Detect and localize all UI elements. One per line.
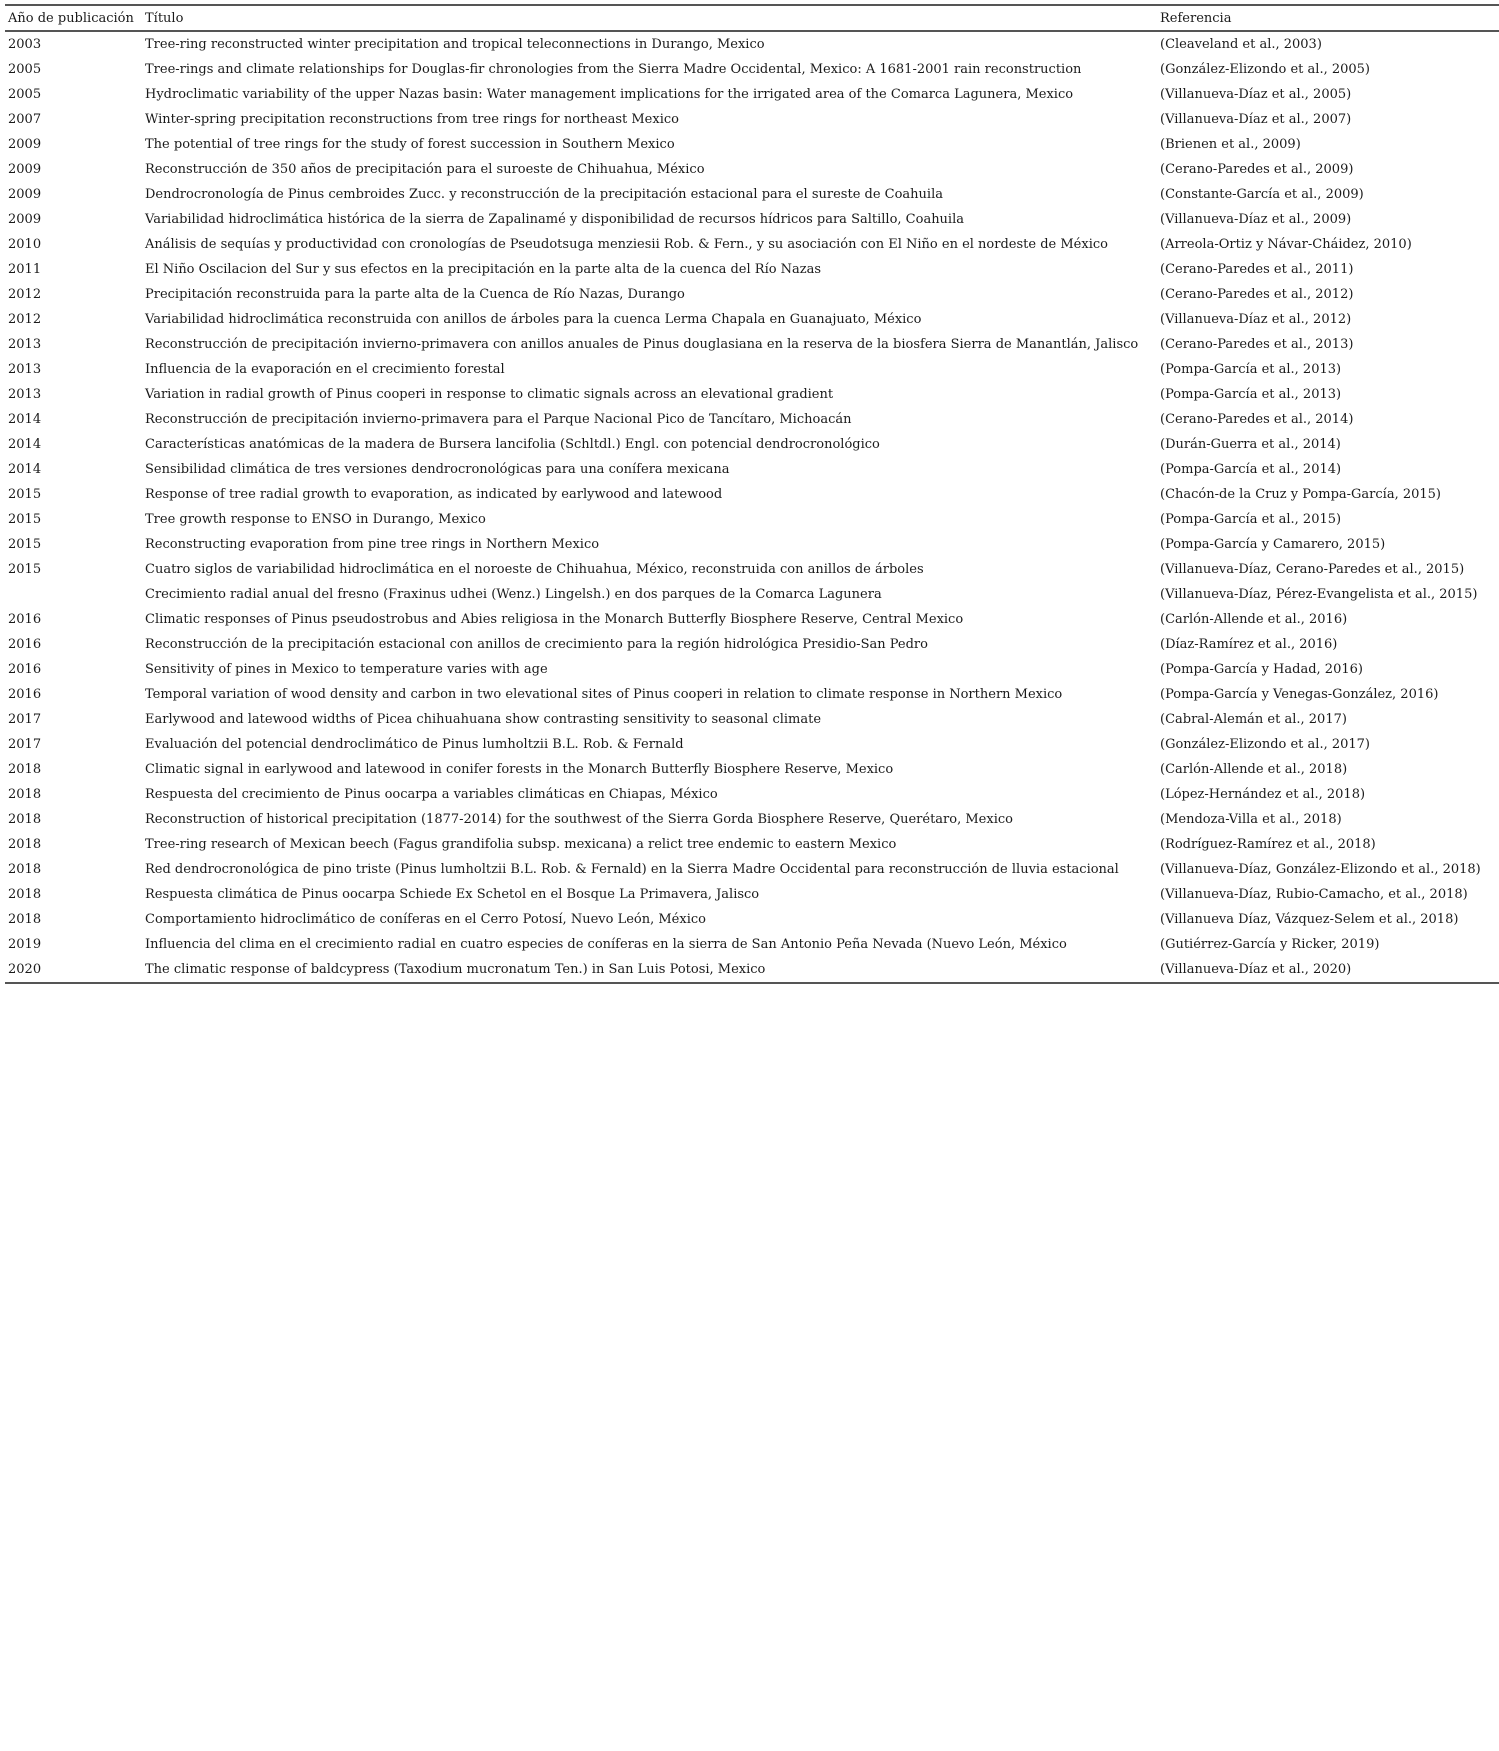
- cell-year: 2015: [8, 487, 42, 502]
- cell-reference: (Villanueva-Díaz et al., 2009): [1160, 212, 1352, 227]
- cell-reference: (Villanueva-Díaz et al., 2020): [1157, 957, 1499, 984]
- table-row: [5, 857, 1499, 882]
- cell-title: Climatic responses of Pinus pseudostrobus and Abies religiosa in the Monarch Butterfly Biosphere Reserve, Central Mexico: [145, 612, 964, 627]
- cell-reference: (Villanueva-Díaz et al., 2007): [1160, 112, 1352, 127]
- table-row: [5, 957, 1499, 984]
- cell-reference: (Gutiérrez-García y Ricker, 2019): [1160, 937, 1380, 952]
- cell-reference: (Pompa-García et al., 2013): [1160, 387, 1342, 402]
- cell-title: Tree-rings and climate relationships for Douglas-fir chronologies from the Sierra Madre Occidental, Mexico: A 1681-2001 rain reconstruction: [145, 62, 1082, 77]
- table-row: [5, 157, 1499, 182]
- cell-year: 2009: [8, 187, 42, 202]
- cell-title: Reconstruction of historical precipitation (1877-2014) for the southwest of the Sierra Gorda Biosphere Reserve, Querétaro, Mexico: [145, 812, 1013, 827]
- cell-reference: (Pompa-García et al., 2013): [1160, 362, 1342, 377]
- table-row: [5, 357, 1499, 382]
- table-row: [5, 807, 1499, 832]
- table-row: [5, 282, 1499, 307]
- cell-year: [5, 582, 142, 607]
- cell-year: 2014: [8, 412, 42, 427]
- cell-reference: (González-Elizondo et al., 2005): [1160, 62, 1370, 77]
- cell-title: El Niño Oscilacion del Sur y sus efectos en la precipitación en la parte alta de la cuenca del Río Nazas: [145, 262, 822, 277]
- cell-title: Reconstrucción de la precipitación estacional con anillos de crecimiento para la región hidrológica Presidio-San Pedro: [145, 637, 928, 652]
- table-row: [5, 882, 1499, 907]
- cell-reference: (Díaz-Ramírez et al., 2016): [1160, 637, 1338, 652]
- header-reference: Referencia: [1157, 4, 1499, 32]
- cell-year: 2009: [8, 212, 42, 227]
- cell-year: 2011: [8, 262, 42, 277]
- cell-year: 2020: [5, 957, 142, 984]
- header-year: Año de publicación: [5, 4, 142, 32]
- cell-year: 2009: [8, 162, 42, 177]
- cell-title: Análisis de sequías y productividad con cronologías de Pseudotsuga menziesii Rob. & Fern., y su asociación con El Niño en el nordeste de México: [145, 237, 1108, 252]
- cell-year: 2015: [8, 537, 42, 552]
- cell-reference: (Villanueva-Díaz, González-Elizondo et al., 2018): [1160, 862, 1481, 877]
- cell-title: Reconstructing evaporation from pine tree rings in Northern Mexico: [145, 537, 600, 552]
- cell-title: Comportamiento hidroclimático de coníferas en el Cerro Potosí, Nuevo León, México: [145, 912, 706, 927]
- cell-title: Influencia del clima en el crecimiento radial en cuatro especies de coníferas en la sierra de San Antonio Peña Nevada (Nuevo León, México: [145, 937, 1067, 952]
- table-header: [5, 4, 1499, 32]
- cell-reference: (Villanueva-Díaz et al., 2012): [1160, 312, 1352, 327]
- cell-title: Respuesta del crecimiento de Pinus oocarpa a variables climáticas en Chiapas, México: [145, 787, 718, 802]
- cell-year: 2013: [8, 387, 42, 402]
- cell-title: Sensitivity of pines in Mexico to temperature varies with age: [145, 662, 548, 677]
- table-row: [5, 507, 1499, 532]
- table-row: [5, 732, 1499, 757]
- header-title: Título: [142, 4, 1157, 32]
- table-row: [5, 32, 1499, 57]
- cell-year: 2018: [8, 887, 42, 902]
- cell-reference: (Villanueva-Díaz, Pérez-Evangelista et al., 2015): [1160, 587, 1478, 602]
- cell-title: Response of tree radial growth to evaporation, as indicated by earlywood and latewood: [145, 487, 723, 502]
- table-row: [5, 682, 1499, 707]
- cell-reference: (Pompa-García et al., 2014): [1160, 462, 1342, 477]
- cell-year: 2013: [8, 337, 42, 352]
- table-row: [5, 107, 1499, 132]
- table-row: [5, 457, 1499, 482]
- cell-year: 2018: [8, 837, 42, 852]
- table-row: [5, 207, 1499, 232]
- cell-title: Respuesta climática de Pinus oocarpa Schiede Ex Schetol en el Bosque La Primavera, Jalisco: [145, 887, 760, 902]
- cell-reference: (Villanueva Díaz, Vázquez-Selem et al., 2018): [1160, 912, 1459, 927]
- table-row: [5, 932, 1499, 957]
- cell-title: Influencia de la evaporación en el crecimiento forestal: [145, 362, 505, 377]
- table-row: [5, 532, 1499, 557]
- cell-title: Sensibilidad climática de tres versiones dendrocronológicas para una conífera mexicana: [145, 462, 730, 477]
- cell-year: 2009: [8, 137, 42, 152]
- cell-reference: (Mendoza-Villa et al., 2018): [1160, 812, 1342, 827]
- table-row: [5, 132, 1499, 157]
- table-row: [5, 432, 1499, 457]
- cell-reference: (Villanueva-Díaz et al., 2005): [1160, 87, 1352, 102]
- cell-reference: (Carlón-Allende et al., 2018): [1160, 762, 1348, 777]
- table-row: [5, 482, 1499, 507]
- cell-title: Evaluación del potencial dendroclimático de Pinus lumholtzii B.L. Rob. & Fernald: [145, 737, 684, 752]
- cell-title: Dendrocronología de Pinus cembroides Zucc. y reconstrucción de la precipitación estacional para el sureste de Coahuila: [145, 187, 943, 202]
- cell-title: Red dendrocronológica de pino triste (Pinus lumholtzii B.L. Rob. & Fernald) en la Sierra Madre Occidental para reconstrucción de lluvia estacional: [145, 862, 1119, 877]
- cell-title: Reconstrucción de 350 años de precipitación para el suroeste de Chihuahua, México: [145, 162, 705, 177]
- cell-title: Temporal variation of wood density and carbon in two elevational sites of Pinus cooperi in relation to climate response in Northern Mexico: [145, 687, 1063, 702]
- cell-reference: (López-Hernández et al., 2018): [1160, 787, 1366, 802]
- table-body: [5, 32, 1499, 984]
- cell-reference: (Arreola-Ortiz y Návar-Cháidez, 2010): [1160, 237, 1412, 252]
- table-row: [5, 757, 1499, 782]
- cell-year: 2003: [8, 37, 42, 52]
- cell-title: Hydroclimatic variability of the upper Nazas basin: Water management implications for the irrigated area of the Comarca Lagunera, Mexico: [145, 87, 1074, 102]
- cell-title: Características anatómicas de la madera de Bursera lancifolia (Schltdl.) Engl. con potencial dendrocronológico: [145, 437, 880, 452]
- cell-year: 2016: [8, 662, 42, 677]
- cell-year: 2019: [8, 937, 42, 952]
- cell-reference: (Cerano-Paredes et al., 2012): [1160, 287, 1354, 302]
- cell-year: 2007: [8, 112, 42, 127]
- table-row: [5, 257, 1499, 282]
- table-row: [5, 782, 1499, 807]
- cell-title: Winter-spring precipitation reconstructions from tree rings for northeast Mexico: [145, 112, 679, 127]
- publications-table: [5, 4, 1499, 984]
- cell-title: Cuatro siglos de variabilidad hidroclimática en el noroeste de Chihuahua, México, reconstruida con anillos de árboles: [145, 562, 924, 577]
- cell-title: Crecimiento radial anual del fresno (Fraxinus udhei (Wenz.) Lingelsh.) en dos parques de la Comarca Lagunera: [145, 587, 882, 602]
- table-row: [5, 557, 1499, 582]
- cell-reference: (Villanueva-Díaz, Cerano-Paredes et al., 2015): [1160, 562, 1465, 577]
- cell-title: Precipitación reconstruida para la parte alta de la Cuenca de Río Nazas, Durango: [145, 287, 685, 302]
- header-row: [5, 4, 1499, 32]
- cell-year: 2005: [8, 62, 42, 77]
- table-row: [5, 707, 1499, 732]
- table-row: [5, 382, 1499, 407]
- cell-title: The climatic response of baldcypress (Taxodium mucronatum Ten.) in San Luis Potosi, Mexico: [142, 957, 1157, 984]
- cell-year: 2018: [8, 787, 42, 802]
- cell-title: Variabilidad hidroclimática histórica de la sierra de Zapalinamé y disponibilidad de recursos hídricos para Saltillo, Coahuila: [145, 212, 964, 227]
- cell-year: 2015: [8, 562, 42, 577]
- table-row: [5, 657, 1499, 682]
- cell-reference: (Carlón-Allende et al., 2016): [1160, 612, 1348, 627]
- cell-year: 2017: [8, 712, 42, 727]
- cell-reference: (Cleaveland et al., 2003): [1160, 37, 1322, 52]
- cell-title: Earlywood and latewood widths of Picea chihuahuana show contrasting sensitivity to seasonal climate: [145, 712, 822, 727]
- cell-year: 2014: [8, 462, 42, 477]
- cell-reference: (Pompa-García y Camarero, 2015): [1160, 537, 1386, 552]
- cell-year: 2018: [8, 912, 42, 927]
- table-row: [5, 907, 1499, 932]
- cell-year: 2018: [8, 762, 42, 777]
- cell-reference: (Villanueva-Díaz, Rubio-Camacho, et al., 2018): [1160, 887, 1468, 902]
- publications-table-container: [5, 4, 1499, 984]
- cell-reference: (Brienen et al., 2009): [1160, 137, 1301, 152]
- cell-year: 2018: [8, 862, 42, 877]
- table-row: [5, 182, 1499, 207]
- cell-year: 2016: [8, 612, 42, 627]
- table-row: [5, 407, 1499, 432]
- cell-title: Reconstrucción de precipitación invierno-primavera con anillos anuales de Pinus douglasiana en la reserva de la biosfera Sierra de Manantlán, Jalisco: [145, 337, 1139, 352]
- cell-year: 2014: [8, 437, 42, 452]
- cell-year: 2016: [8, 687, 42, 702]
- table-row: [5, 232, 1499, 257]
- cell-title: Tree growth response to ENSO in Durango, Mexico: [145, 512, 486, 527]
- cell-year: 2016: [8, 637, 42, 652]
- cell-title: Climatic signal in earlywood and latewood in conifer forests in the Monarch Butterfly Biosphere Reserve, Mexico: [145, 762, 894, 777]
- table-row: [5, 307, 1499, 332]
- cell-reference: (González-Elizondo et al., 2017): [1160, 737, 1370, 752]
- table-row: [5, 57, 1499, 82]
- cell-reference: (Constante-García et al., 2009): [1160, 187, 1364, 202]
- cell-year: 2005: [8, 87, 42, 102]
- cell-year: 2010: [8, 237, 42, 252]
- cell-year: 2015: [8, 512, 42, 527]
- cell-title: Variation in radial growth of Pinus cooperi in response to climatic signals across an elevational gradient: [145, 387, 834, 402]
- cell-reference: (Pompa-García et al., 2015): [1160, 512, 1342, 527]
- cell-reference: (Rodríguez-Ramírez et al., 2018): [1160, 837, 1376, 852]
- cell-title: Tree-ring research of Mexican beech (Fagus grandifolia subsp. mexicana) a relict tree endemic to eastern Mexico: [145, 837, 897, 852]
- cell-reference: (Cerano-Paredes et al., 2014): [1160, 412, 1354, 427]
- table-row: [5, 607, 1499, 632]
- cell-reference: (Chacón-de la Cruz y Pompa-García, 2015): [1160, 487, 1441, 502]
- table-row: [5, 632, 1499, 657]
- cell-reference: (Pompa-García y Venegas-González, 2016): [1160, 687, 1439, 702]
- cell-reference: (Cerano-Paredes et al., 2013): [1160, 337, 1354, 352]
- cell-title: Variabilidad hidroclimática reconstruida con anillos de árboles para la cuenca Lerma Chapala en Guanajuato, México: [145, 312, 922, 327]
- cell-year: 2013: [8, 362, 42, 377]
- cell-reference: (Pompa-García y Hadad, 2016): [1160, 662, 1363, 677]
- cell-year: 2012: [8, 312, 42, 327]
- cell-reference: (Durán-Guerra et al., 2014): [1160, 437, 1341, 452]
- cell-year: 2018: [8, 812, 42, 827]
- cell-year: 2012: [8, 287, 42, 302]
- cell-reference: (Cerano-Paredes et al., 2011): [1160, 262, 1354, 277]
- cell-reference: (Cabral-Alemán et al., 2017): [1160, 712, 1347, 727]
- cell-title: Reconstrucción de precipitación invierno-primavera para el Parque Nacional Pico de Tancítaro, Michoacán: [145, 412, 852, 427]
- cell-year: 2017: [8, 737, 42, 752]
- table-row: [5, 332, 1499, 357]
- table-row: [5, 832, 1499, 857]
- cell-title: Tree-ring reconstructed winter precipitation and tropical teleconnections in Durango, Mexico: [145, 37, 765, 52]
- table-row: [5, 582, 1499, 607]
- table-row: [5, 82, 1499, 107]
- cell-reference: (Cerano-Paredes et al., 2009): [1160, 162, 1354, 177]
- cell-title: The potential of tree rings for the study of forest succession in Southern Mexico: [145, 137, 675, 152]
